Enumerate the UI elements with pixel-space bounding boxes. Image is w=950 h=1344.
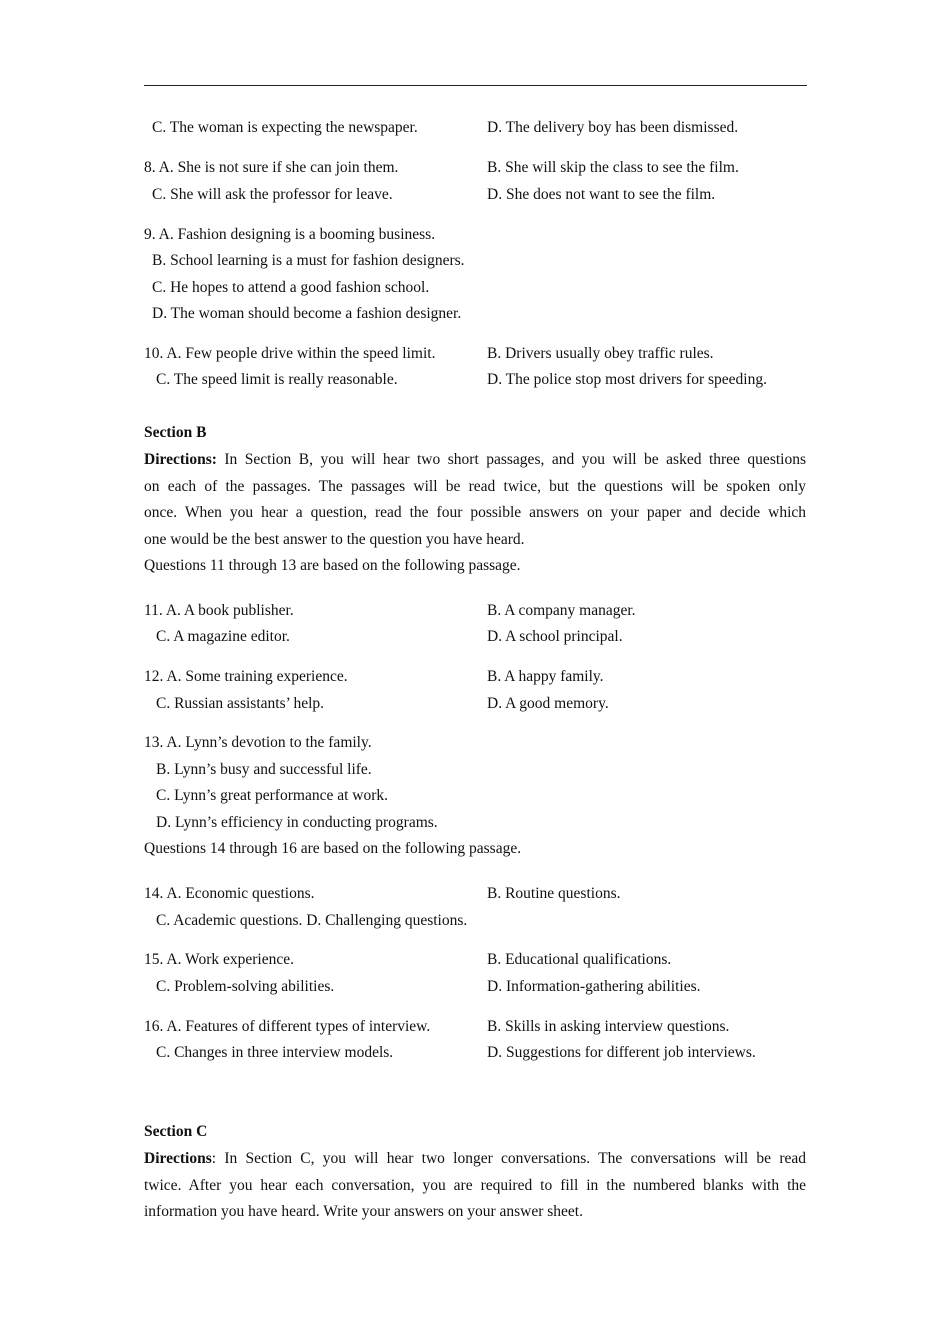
q14-option-b: B. Routine questions. <box>487 885 621 902</box>
section-c-directions-line: Directions: In Section C, you will hear two longer conversations. The conversations will be read <box>144 1150 806 1167</box>
q11-option-b: B. A company manager. <box>487 602 636 619</box>
section-b-title: Section B <box>144 424 207 441</box>
section-c-directions-line: twice. After you hear each conversation, you are required to fill in the numbered blanks with the <box>144 1177 806 1194</box>
q12-option-d: D. A good memory. <box>487 695 609 712</box>
q13-option-a: 13. A. Lynn’s devotion to the family. <box>144 734 372 751</box>
q16-option-a: 16. A. Features of different types of interview. <box>144 1018 431 1035</box>
passage-2-note: Questions 14 through 16 are based on the following passage. <box>144 840 522 857</box>
q15-option-b: B. Educational qualifications. <box>487 951 672 968</box>
section-c-directions-line: information you have heard. Write your answers on your answer sheet. <box>144 1203 583 1220</box>
q10-option-d: D. The police stop most drivers for speeding. <box>487 371 767 388</box>
q9-option-c: C. He hopes to attend a good fashion school. <box>152 279 430 296</box>
q12-option-c: C. Russian assistants’ help. <box>156 695 325 712</box>
q16-option-b: B. Skills in asking interview questions. <box>487 1018 730 1035</box>
q7-option-c: C. The woman is expecting the newspaper. <box>152 119 418 136</box>
q8-option-a: 8. A. She is not sure if she can join them. <box>144 159 399 176</box>
q8-option-b: B. She will skip the class to see the film. <box>487 159 739 176</box>
q8-option-c: C. She will ask the professor for leave. <box>152 186 393 203</box>
q11-option-c: C. A magazine editor. <box>156 628 290 645</box>
section-b-directions-line: once. When you hear a question, read the four possible answers on your paper and decide which <box>144 504 806 521</box>
section-c-title: Section C <box>144 1123 208 1140</box>
q15-option-c: C. Problem-solving abilities. <box>156 978 335 995</box>
q13-option-c: C. Lynn’s great performance at work. <box>156 787 388 804</box>
q10-option-a: 10. A. Few people drive within the speed limit. <box>144 345 436 362</box>
q14-option-a: 14. A. Economic questions. <box>144 885 315 902</box>
q9-option-b: B. School learning is a must for fashion designers. <box>152 252 465 269</box>
section-b-directions-line: one would be the best answer to the question you have heard. <box>144 531 525 548</box>
q16-option-c: C. Changes in three interview models. <box>156 1044 394 1061</box>
q13-option-b: B. Lynn’s busy and successful life. <box>156 761 372 778</box>
q15-option-a: 15. A. Work experience. <box>144 951 294 968</box>
q10-option-c: C. The speed limit is really reasonable. <box>156 371 398 388</box>
q7-option-d: D. The delivery boy has been dismissed. <box>487 119 739 136</box>
q9-option-a: 9. A. Fashion designing is a booming business. <box>144 226 436 243</box>
q12-option-b: B. A happy family. <box>487 668 604 685</box>
passage-1-note: Questions 11 through 13 are based on the following passage. <box>144 557 521 574</box>
q9-option-d: D. The woman should become a fashion designer. <box>152 305 462 322</box>
section-b-directions-line: Directions: In Section B, you will hear two short passages, and you will be asked three questions <box>144 451 806 468</box>
q15-option-d: D. Information-gathering abilities. <box>487 978 701 995</box>
section-b-directions-line: on each of the passages. The passages will be read twice, but the questions will be spoken only <box>144 478 806 495</box>
q13-option-d: D. Lynn’s efficiency in conducting programs. <box>156 814 438 831</box>
header-rule <box>144 85 807 86</box>
q10-option-b: B. Drivers usually obey traffic rules. <box>487 345 714 362</box>
q12-option-a: 12. A. Some training experience. <box>144 668 348 685</box>
q14-options-cd: C. Academic questions. D. Challenging questions. <box>156 912 468 929</box>
q8-option-d: D. She does not want to see the film. <box>487 186 716 203</box>
q16-option-d: D. Suggestions for different job interviews. <box>487 1044 756 1061</box>
q11-option-a: 11. A. A book publisher. <box>144 602 294 619</box>
q11-option-d: D. A school principal. <box>487 628 623 645</box>
